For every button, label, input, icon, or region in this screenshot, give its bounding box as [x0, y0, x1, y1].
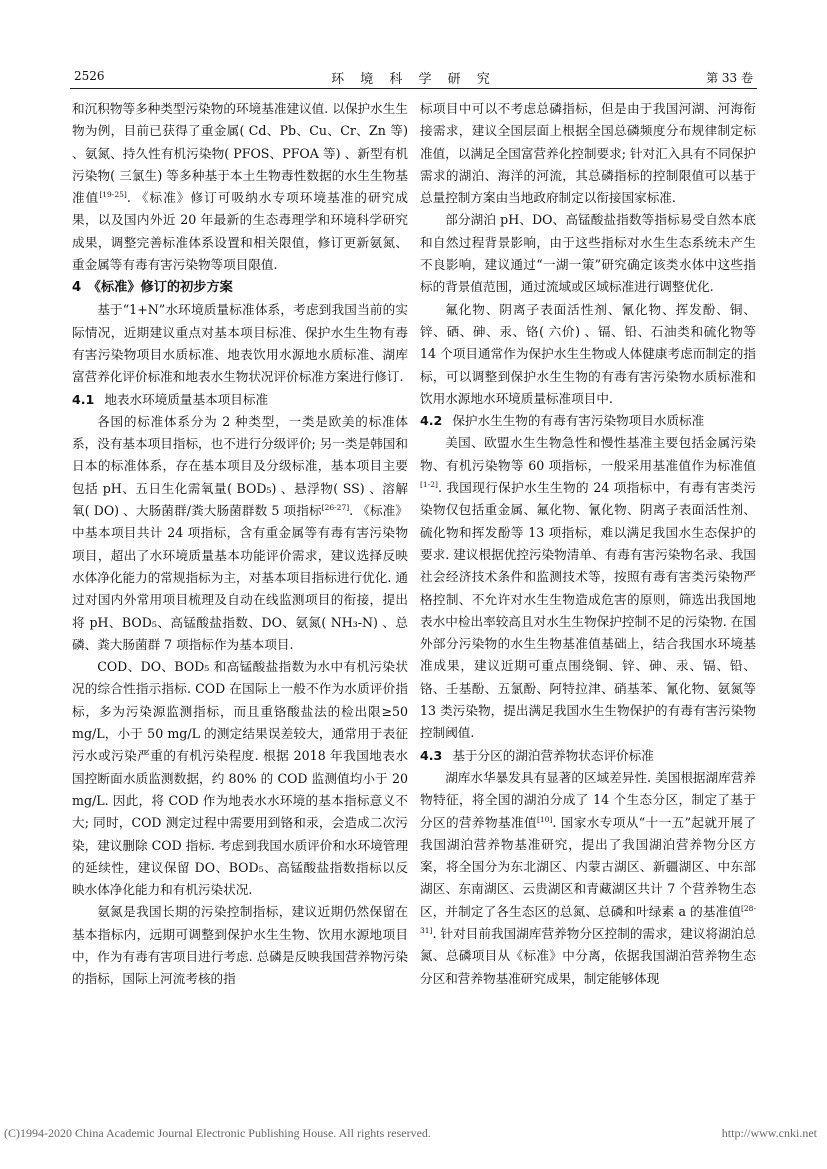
paragraph: COD、DO、BOD₅ 和高锰酸盐指数为水中有机污染状况的综合性指示指标. COD 在国际上一般不作为水质评价指标，多为污染源监测指标，而且重铬酸盐法的检出限≥50 mg/L，小于 50 mg/L 的测定结果误差较大，通常用于表征污水或污染严重的有机污染程度. 根据 2018 年我国地表水国控断面水质监测数据，约 80% 的 COD 监测值均小于 20 mg/L. 因此，将 COD 作为地表水水环境的基本指标意义不大; 同时，COD 测定过程中需要用到铬和汞，会造成二次污染，建议删除 COD 指标. 考虑到我国水质评价和水环境管理的延续性，建议保留 DO、BOD₅、高锰酸盐指数指标以反映水体净化能力和有机污染状况.	[72, 659, 408, 898]
copyright-text: (C)1994-2020 China Academic Journal Electronic Publishing House. All rights reserved.	[4, 1126, 431, 1140]
paragraph: 氨氮是我国长期的污染控制指标，建议近期仍然保留在基本指标内，远期可调整到保护水生生物、饮用水源地项目中，作为有毒有害项目进行考虑. 总磷是反映我国营养物污染的指标，国际上河流考核的指	[72, 904, 408, 987]
subsection-heading: 4.1 地表水环境质量基本项目标准	[72, 391, 269, 407]
page-number: 2526	[74, 69, 105, 83]
section-heading: 4 《标准》修订的初步方案	[72, 280, 233, 296]
subsection-heading: 4.3 基于分区的湖泊营养物状态评价标准	[420, 747, 654, 763]
subsection-heading: 4.2 保护水生生物的有毒有害污染物项目水质标准	[420, 413, 705, 429]
citation: [10]	[536, 814, 553, 824]
citation: [19-25]	[99, 190, 127, 200]
left-column	[72, 98, 408, 991]
paragraph: 湖库水华暴发具有显著的区域差异性. 美国根据湖库营养物特征，将全国的湖泊分成了 14 个生态分区，制定了基于分区的营养物基准值[10]. 国家水专项从“十一五”起就开展了我国湖泊营养物基准研究，提出了我国湖泊营养物分区方案，将全国分为东北湖区、内蒙古湖区、新疆湖区、中东部湖区、东南湖区、云贵湖区和青藏湖区共计 7 个营养物生态区，并制定了各生态区的总氮、总磷和叶绿素 a 的基准值[28-31]. 针对目前我国湖库营养物分区控制的需求，建议将湖泊总氮、总磷项目从《标准》中分离，依据我国湖泊营养物生态分区和营养物基准研究成果，制定能够体现	[420, 769, 757, 986]
right-column	[420, 98, 756, 990]
paragraph: 基于“1+N”水环境质量标准体系，考虑到我国当前的实际情况，近期建议重点对基本项目标准、保护水生生物有毒有害污染物项目水质标准、地表饮用水源地水质标准、湖库富营养化评价标准和地表水生物状况评价标准方案进行修订.	[72, 302, 408, 385]
paragraph: 氟化物、阴离子表面活性剂、氰化物、挥发酚、铜、锌、硒、砷、汞、铬( 六价) 、镉、铅、石油类和硫化物等 14 个项目通常作为保护水生生物或人体健康考虑而制定的指标，可以调整到保护水生生物的有毒有害污染物水质标准和饮用水源地水环境质量标准项目中.	[420, 301, 756, 406]
paragraph: 标项目中可以不考虑总磷指标，但是由于我国河湖、河海衔接需求，建议全国层面上根据全国总磷频度分布规律制定标准值，以满足全国富营养化控制要求; 针对汇入具有不同保护需求的湖泊、海洋的河流，其总磷指标的控制限值可以基于总量控制方案由当地政府制定以衔接国家标准.	[420, 101, 756, 206]
paragraph: 美国、欧盟水生生物急性和慢性基准主要包括金属污染物、有机污染物等 60 项指标，一般采用基准值作为标准值[1-2]. 我国现行保护水生生物的 24 项指标中，有毒有害类污染物仅包括重金属、氟化物、氰化物、阴离子表面活性剂、硫化物和挥发酚等 13 项指标，难以满足我国水生态保护的要求. 建议根据优控污染物清单、有毒有害污染物名录、我国社会经济技术条件和监测技术等，按照有毒有害类污染物严格控制、不允许对水生生物造成危害的原则，筛选出我国地表水中检出率较高且对水生生物保护控制不足的污染物. 在国外部分污染物的水生生物基准值基础上，结合我国水环境基准成果，建议近期可重点围绕铜、锌、砷、汞、镉、铅、铬、壬基酚、五氯酚、阿特拉津、硝基苯、氰化物、氨氮等 13 类污染物，提出满足我国水生生物保护的有毒有害污染物控制阈值.	[420, 435, 756, 741]
citation: [28-31]	[420, 903, 756, 935]
paragraph: 各国的标准体系分为 2 种类型，一类是欧美的标准体系，没有基本项目指标，也不进行分级评价; 另一类是韩国和日本的标准体系，存在基本项目及分级标准，基本项目主要包括 pH、五日生化需氧量( BOD₅) 、悬浮物( SS) 、溶解氧( DO) 、大肠菌群/粪大肠菌群数 5 项指标[26-27]. 《标准》中基本项目共计 24 项指标，含有重金属等有毒有害污染物项目，超出了水环境质量基本功能评价需求，建议选择反映水体净化能力的常规指标为主，对基本项目指标进行优化. 通过对国内外常用项目梳理及自动在线监测项目的衔接，提出将 pH、BOD₅、高锰酸盐指数、DO、氨氮( NH₃-N) 、总磷、粪大肠菌群 7 项指标作为基本项目.	[72, 413, 408, 652]
paragraph: 和沉积物等多种类型污染物的环境基准建议值. 以保护水生生物为例，目前已获得了重金属( Cd、Pb、Cu、Cr、Zn 等) 、氨氮、持久性有机污染物( PFOS、PFOA 等) 、新型有机污染物( 三氯生) 等多种基于本土生物毒性数据的水生生物基准值[19-25]. 《标准》修订可吸纳水专项环境基准的研究成果，以及国内外近 20 年最新的生态毒理学和环境科学研究成果，调整完善标准体系设置和相关限值，修订更新氨氮、重金属等有毒有害污染物等项目限值.	[72, 101, 409, 273]
website-link[interactable]: http://www.cnki.net	[721, 1126, 817, 1140]
paragraph: 部分湖泊 pH、DO、高锰酸盐指数等指标易受自然本底和自然过程背景影响，由于这些指标对水生生态系统未产生不良影响，建议通过“一湖一策”研究确定该类水体中这些指标的背景值范围，通过流域或区域标准进行调整优化.	[420, 212, 756, 295]
citation: [26-27]	[321, 503, 350, 513]
citation: [1-2]	[420, 480, 438, 490]
running-header	[70, 68, 757, 89]
journal-title: 环 境 科 学 研 究	[331, 72, 496, 87]
volume-label: 第 33 卷	[706, 71, 753, 85]
